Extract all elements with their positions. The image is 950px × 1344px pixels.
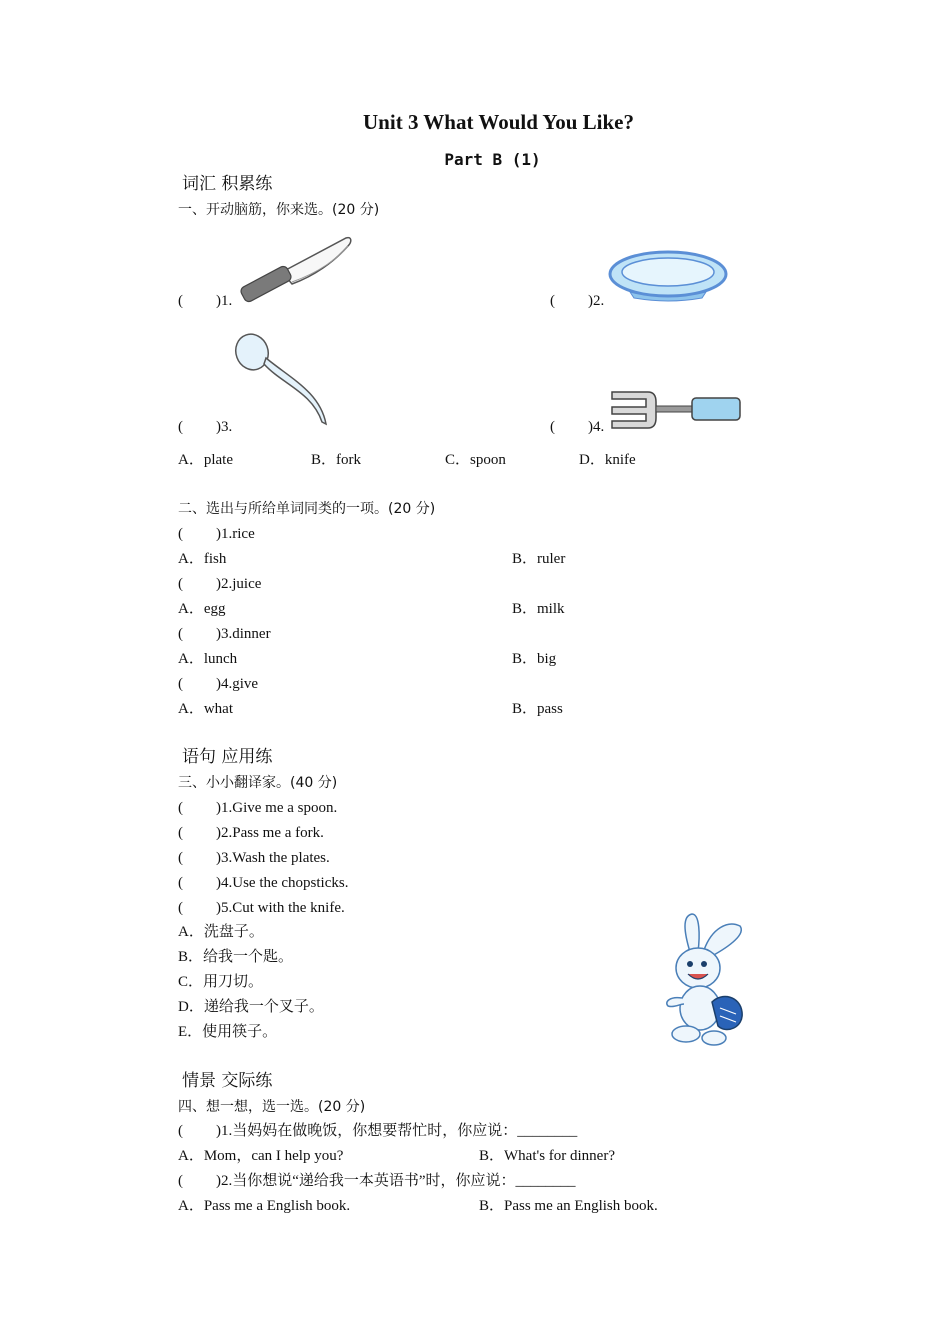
q1-item-1: ( )1. <box>178 293 233 309</box>
q3-option-e: E．使用筷子。 <box>178 1024 278 1040</box>
q3-option-c: C．用刀切。 <box>178 974 264 990</box>
q2-item-3-option-b: B．big <box>512 651 557 667</box>
q4-item-2-option-a: A．Pass me a English book. <box>178 1198 351 1214</box>
section-heading-sentences: 语句 应用练 <box>182 747 273 767</box>
fork-icon <box>608 388 744 432</box>
question-1-title: 一、开动脑筋，你来选。(20 分) <box>178 202 380 218</box>
q4-item-1-option-a: A．Mom，can I help you? <box>178 1148 344 1164</box>
q3-option-b: B．给我一个匙。 <box>178 949 294 965</box>
q2-item-4-option-a: A．what <box>178 701 233 717</box>
question-2-title: 二、选出与所给单词同类的一项。(20 分) <box>178 501 436 517</box>
q2-item-2-option-a: A．egg <box>178 601 226 617</box>
q3-option-a: A．洗盘子。 <box>178 924 264 940</box>
q2-item-1: ( )1.rice <box>178 526 255 542</box>
q3-item-1: ( )1.Give me a spoon. <box>178 800 338 816</box>
q1-item-3: ( )3. <box>178 419 233 435</box>
q2-item-3-option-a: A．lunch <box>178 651 238 667</box>
q3-item-2: ( )2.Pass me a fork. <box>178 825 324 841</box>
plate-icon <box>606 250 730 302</box>
q2-item-2-option-b: B．milk <box>512 601 565 617</box>
q4-item-2-option-b: B．Pass me an English book. <box>479 1198 658 1214</box>
q1-option-c: C．spoon <box>445 452 506 468</box>
q2-item-4-option-b: B．pass <box>512 701 563 717</box>
q2-item-1-option-a: A．fish <box>178 551 227 567</box>
q1-option-a: A．plate <box>178 452 233 468</box>
q1-option-d: D．knife <box>579 452 636 468</box>
q4-item-1-option-b: B．What's for dinner? <box>479 1148 615 1164</box>
q1-item-2: ( )2. <box>550 293 605 309</box>
q4-item-1: ( )1.当妈妈在做晚饭，你想要帮忙时，你应说：________ <box>178 1123 578 1139</box>
page-title: Unit 3 What Would You Like? <box>363 110 634 134</box>
q3-item-5: ( )5.Cut with the knife. <box>178 900 345 916</box>
q3-item-3: ( )3.Wash the plates. <box>178 850 330 866</box>
question-4-title: 四、想一想，选一选。(20 分) <box>178 1099 366 1115</box>
q1-option-b: B．fork <box>311 452 361 468</box>
q2-item-2: ( )2.juice <box>178 576 262 592</box>
page-subtitle: Part B (1) <box>444 150 541 169</box>
question-3-title: 三、小小翻译家。(40 分) <box>178 775 338 791</box>
q2-item-4: ( )4.give <box>178 676 259 692</box>
q3-item-4: ( )4.Use the chopsticks. <box>178 875 349 891</box>
q2-item-3: ( )3.dinner <box>178 626 271 642</box>
q2-item-1-option-b: B．ruler <box>512 551 566 567</box>
q1-item-4: ( )4. <box>550 419 605 435</box>
section-heading-situations: 情景 交际练 <box>182 1071 273 1091</box>
spoon-icon <box>232 332 332 432</box>
knife-icon <box>234 232 356 304</box>
q4-item-2: ( )2.当你想说“递给我一本英语书”时，你应说：________ <box>178 1173 576 1189</box>
rabbit-mascot-icon <box>660 912 748 1048</box>
q3-option-d: D．递给我一个叉子。 <box>178 999 324 1015</box>
section-heading-vocabulary: 词汇 积累练 <box>182 174 273 194</box>
